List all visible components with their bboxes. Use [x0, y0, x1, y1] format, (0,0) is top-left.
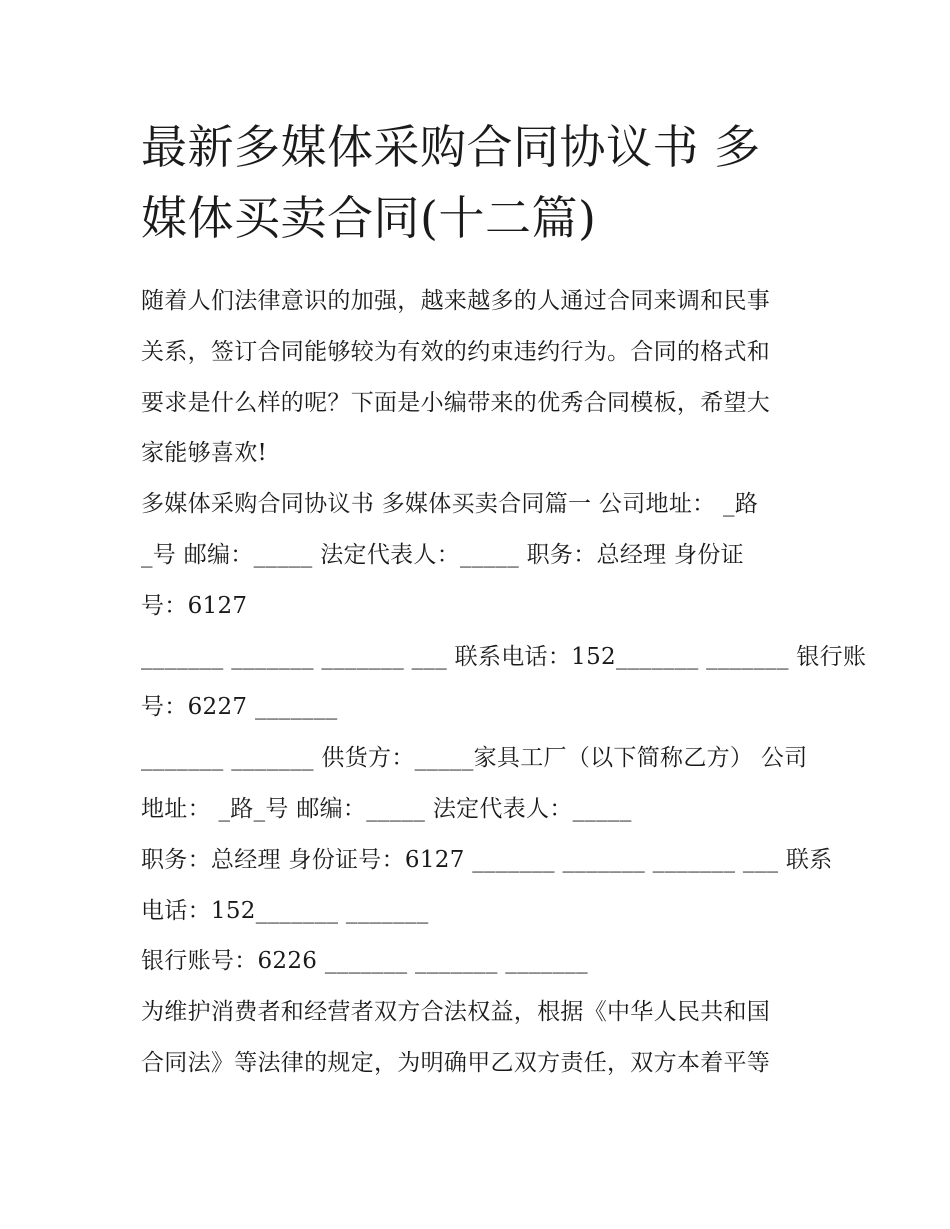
document-body: [141, 276, 867, 1089]
title-line-1: 最新多媒体采购合同协议书 多: [141, 120, 761, 174]
body-line: 合同法》等法律的规定，为明确甲乙双方责任，双方本着平等: [141, 1049, 771, 1076]
body-line: 银行账号：6226 _______ _______ _______: [141, 948, 588, 975]
body-line: 家能够喜欢!: [141, 440, 268, 467]
title-line-2: 媒体买卖合同(十二篇): [141, 191, 597, 245]
body-line: 号：6227 _______: [141, 694, 338, 721]
body-line: _号 邮编：_____ 法定代表人：_____ 职务：总经理 身份证: [141, 541, 744, 568]
body-line: 地址： _路_号 邮编：_____ 法定代表人：_____: [141, 795, 632, 822]
body-line: 多媒体采购合同协议书 多媒体买卖合同篇一 公司地址： _路: [141, 491, 759, 518]
body-line: 为维护消费者和经营者双方合法权益，根据《中华人民共和国: [141, 999, 771, 1026]
body-line: 随着人们法律意识的加强，越来越多的人通过合同来调和民事: [141, 288, 771, 314]
body-line: 电话：152_______ _______: [141, 897, 429, 924]
body-line: 要求是什么样的呢？下面是小编带来的优秀合同模板，希望大: [141, 389, 771, 416]
body-line: _______ _______ _______ ___ 联系电话：152_______ _______ 银行账: [141, 643, 867, 670]
body-line: 号：6127: [141, 592, 248, 619]
document-title: [141, 112, 821, 254]
body-line: 职务：总经理 身份证号：6127 _______ _______ _______ ___ 联系: [141, 846, 833, 873]
body-line: _______ _______ 供货方：_____家具工厂（以下简称乙方） 公司: [141, 745, 808, 772]
body-line: 关系，签订合同能够较为有效的约束违约行为。合同的格式和: [141, 338, 771, 365]
